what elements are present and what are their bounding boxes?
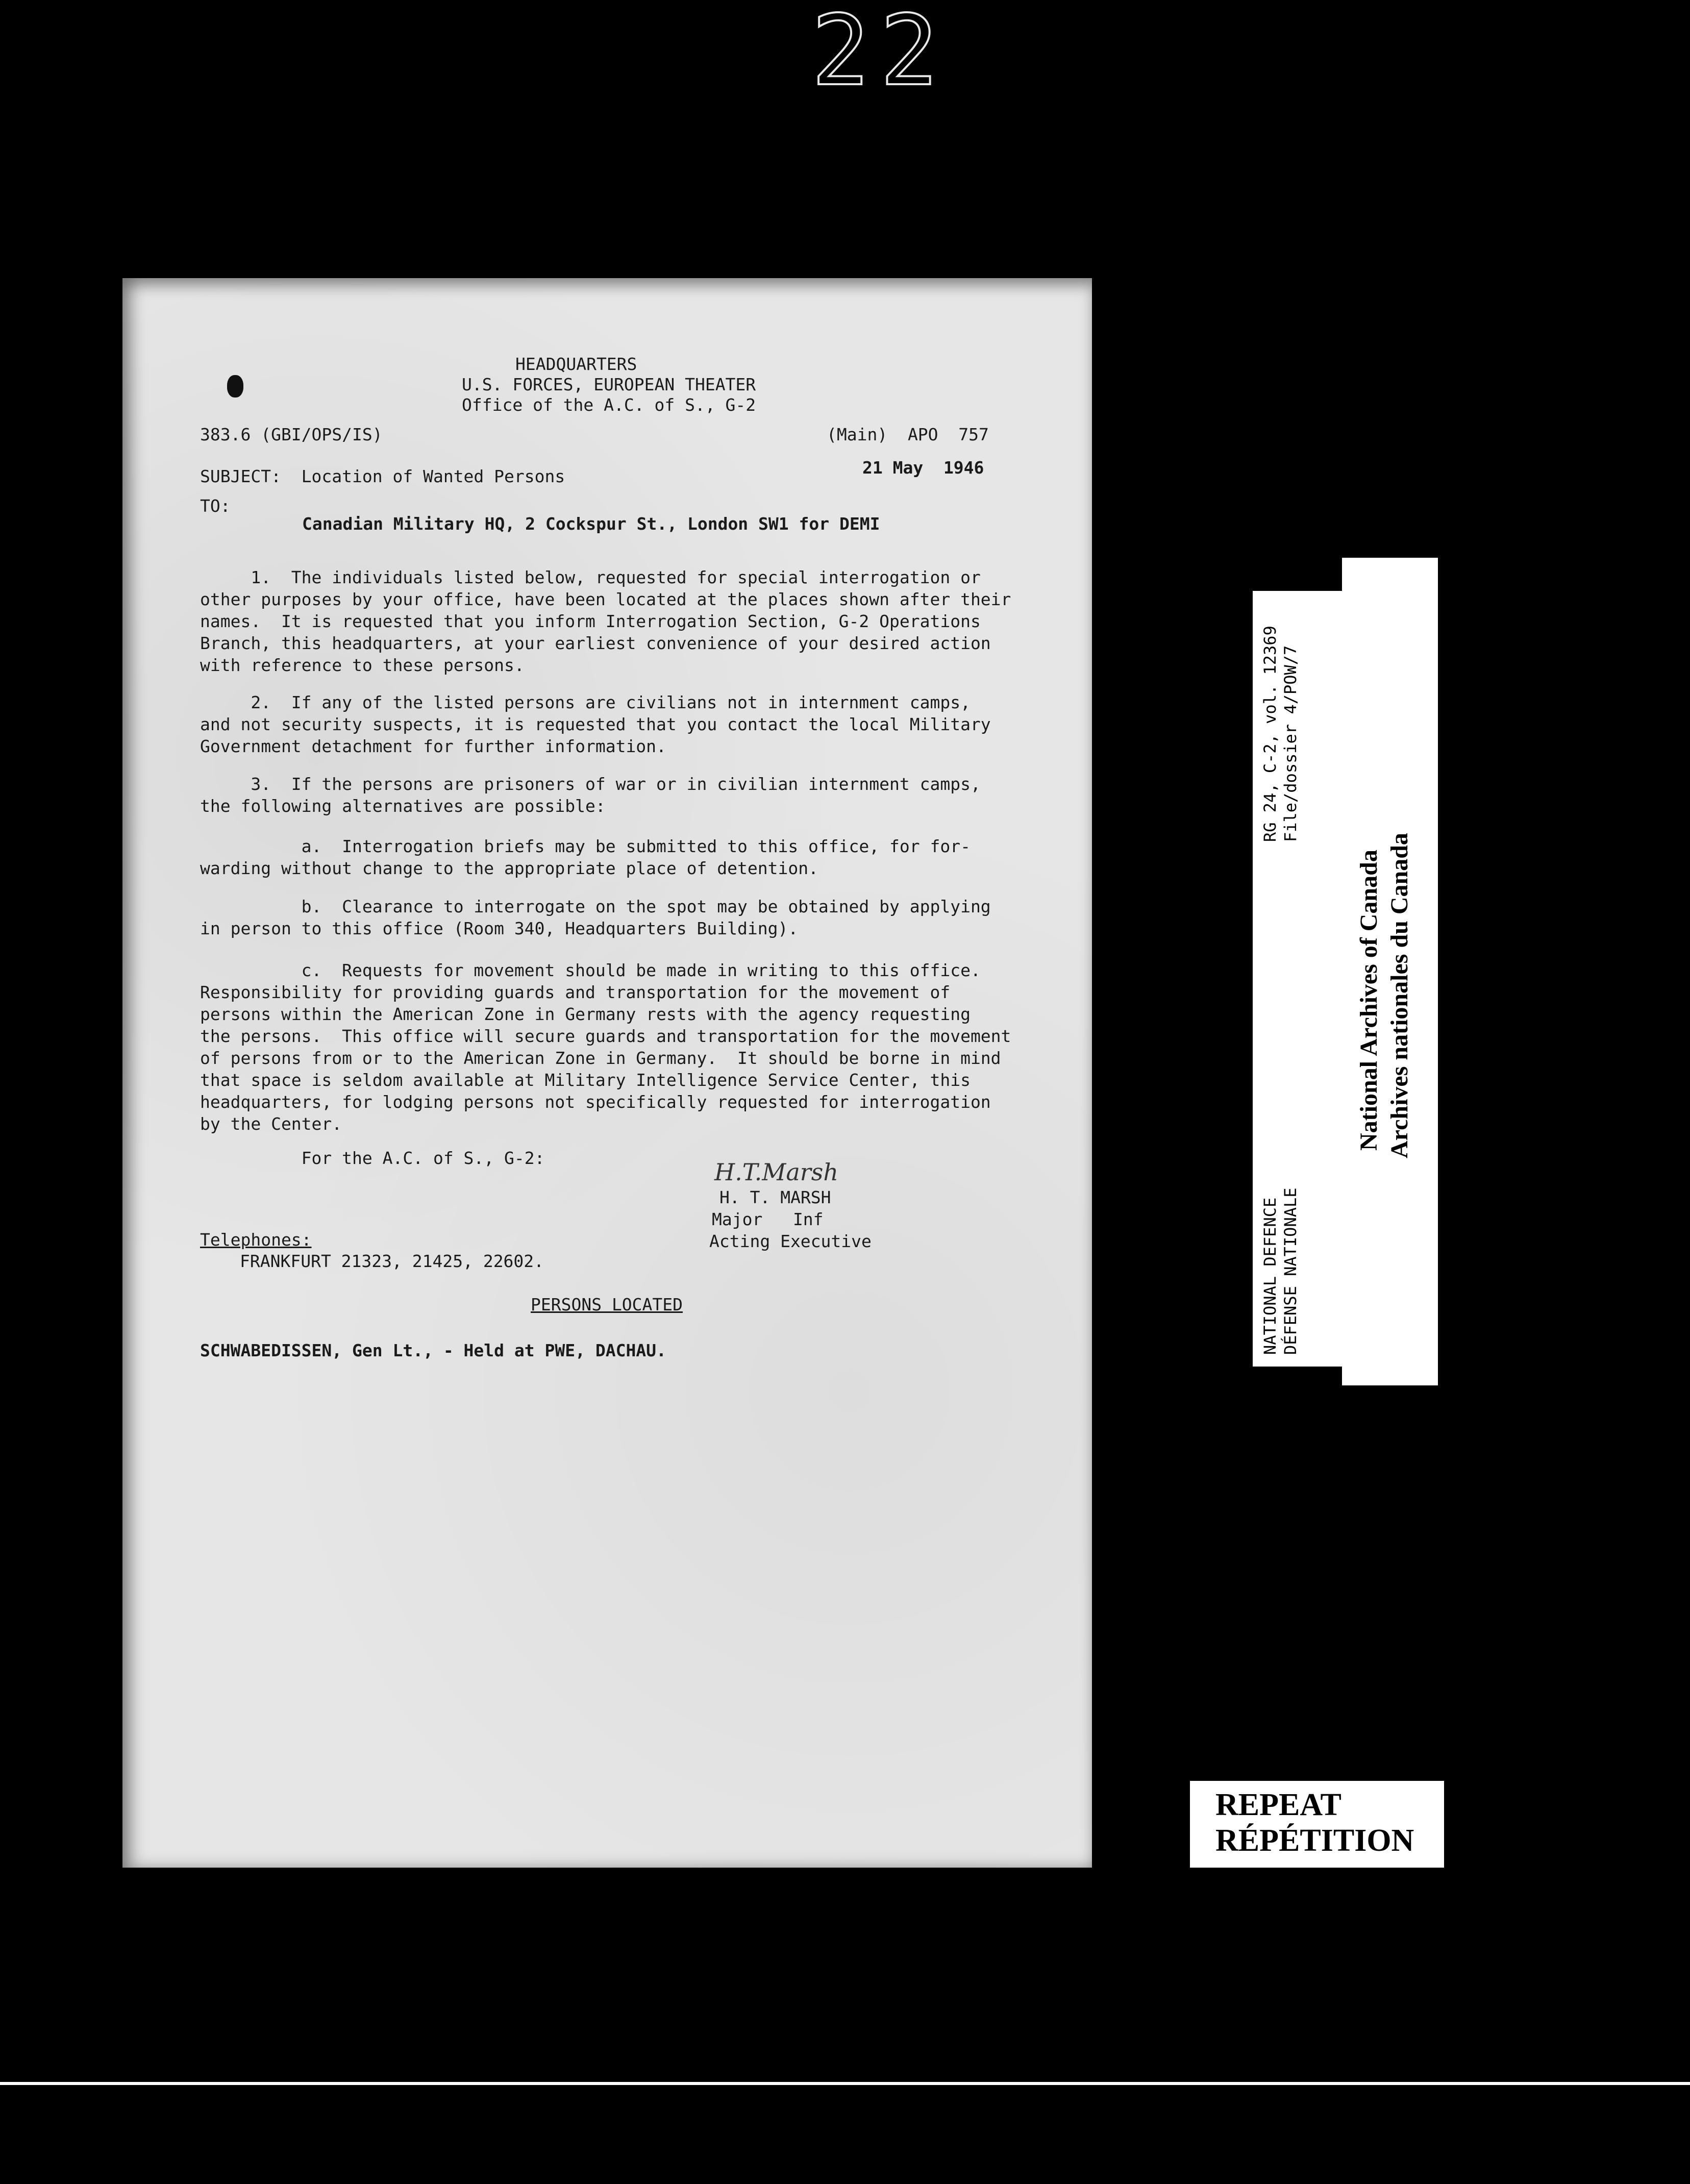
paragraph-a: a. Interrogation briefs may be submitted to this office, for for- warding without change to the appropriate place of detention. bbox=[200, 836, 971, 878]
file-reference: 383.6 (GBI/OPS/IS) bbox=[200, 425, 383, 444]
defence-label-ref-1: RG 24, C-2, vol. 12369 bbox=[1260, 626, 1280, 842]
defence-label-ref-2: File/dossier 4/POW/7 bbox=[1281, 645, 1300, 842]
repeat-label-line-1: REPEAT bbox=[1215, 1788, 1341, 1822]
defence-label-line-1: NATIONAL DEFENCE bbox=[1260, 1197, 1280, 1355]
archives-label-line-1: National Archives of Canada bbox=[1355, 850, 1382, 1151]
persons-located-heading: PERSONS LOCATED bbox=[531, 1295, 683, 1314]
for-line: For the A.C. of S., G-2: bbox=[200, 1148, 545, 1168]
to-label: TO: bbox=[200, 496, 231, 516]
archives-label-line-2: Archives nationales du Canada bbox=[1386, 833, 1413, 1158]
signer-title: Acting Executive bbox=[709, 1231, 872, 1251]
signer-rank: Major Inf bbox=[712, 1209, 824, 1229]
bottom-rule bbox=[0, 2082, 1690, 2085]
paragraph-c: c. Requests for movement should be made in writing to this office. Responsibility for providing guards and transportation for the movement of persons within the American Zone in Germany rests with the agency requesting the persons. This office will secure guards and transportation for the movement of persons from or to the American Zone in Germany. It should be borne in mind that space is seldom available at Military Intelligence Service Center, this headquarters, for lodging persons not specifically requested for interrogation by the Center. bbox=[200, 960, 1011, 1134]
header-line-1: HEADQUARTERS bbox=[515, 354, 637, 374]
subject-line: SUBJECT: Location of Wanted Persons bbox=[200, 466, 565, 486]
telephones-label: Telephones: bbox=[200, 1230, 312, 1250]
addressee: Canadian Military HQ, 2 Cockspur St., London SW1 for DEMI bbox=[302, 514, 880, 534]
frame-number: 22 bbox=[811, 0, 949, 107]
header-line-2: U.S. FORCES, EUROPEAN THEATER bbox=[462, 375, 756, 394]
apo-number: (Main) APO 757 bbox=[827, 425, 989, 444]
paragraph-1: 1. The individuals listed below, requested for special interrogation or other purposes by your office, have been located at the places shown after their names. It is requested that you inform Interrogation Section, G-2 Operations Branch, this headquarters, at your earliest convenience of your desired action with reference to these persons. bbox=[200, 567, 1011, 675]
paragraph-2: 2. If any of the listed persons are civilians not in internment camps, and not security suspects, it is requested that you contact the local Military Government detachment for further information. bbox=[200, 692, 991, 756]
handwritten-signature: H.T.Marsh bbox=[714, 1158, 839, 1186]
signer-name: H. T. MARSH bbox=[719, 1187, 831, 1207]
header-line-3: Office of the A.C. of S., G-2 bbox=[462, 395, 756, 415]
telephones-value: FRANKFURT 21323, 21425, 22602. bbox=[240, 1251, 544, 1271]
defence-label-line-2: DÉFENSE NATIONALE bbox=[1281, 1187, 1300, 1355]
document-date: 21 May 1946 bbox=[862, 458, 984, 478]
paragraph-b: b. Clearance to interrogate on the spot may be obtained by applying in person to this office (Room 340, Headquarters Building). bbox=[200, 897, 991, 938]
repeat-label-line-2: RÉPÉTITION bbox=[1215, 1823, 1414, 1858]
punch-hole bbox=[227, 375, 243, 398]
repeat-label bbox=[1190, 1781, 1444, 1868]
persons-located-entry: SCHWABEDISSEN, Gen Lt., - Held at PWE, DACHAU. bbox=[200, 1341, 666, 1360]
paragraph-3: 3. If the persons are prisoners of war or in civilian internment camps, the following alternatives are possible: bbox=[200, 774, 981, 816]
